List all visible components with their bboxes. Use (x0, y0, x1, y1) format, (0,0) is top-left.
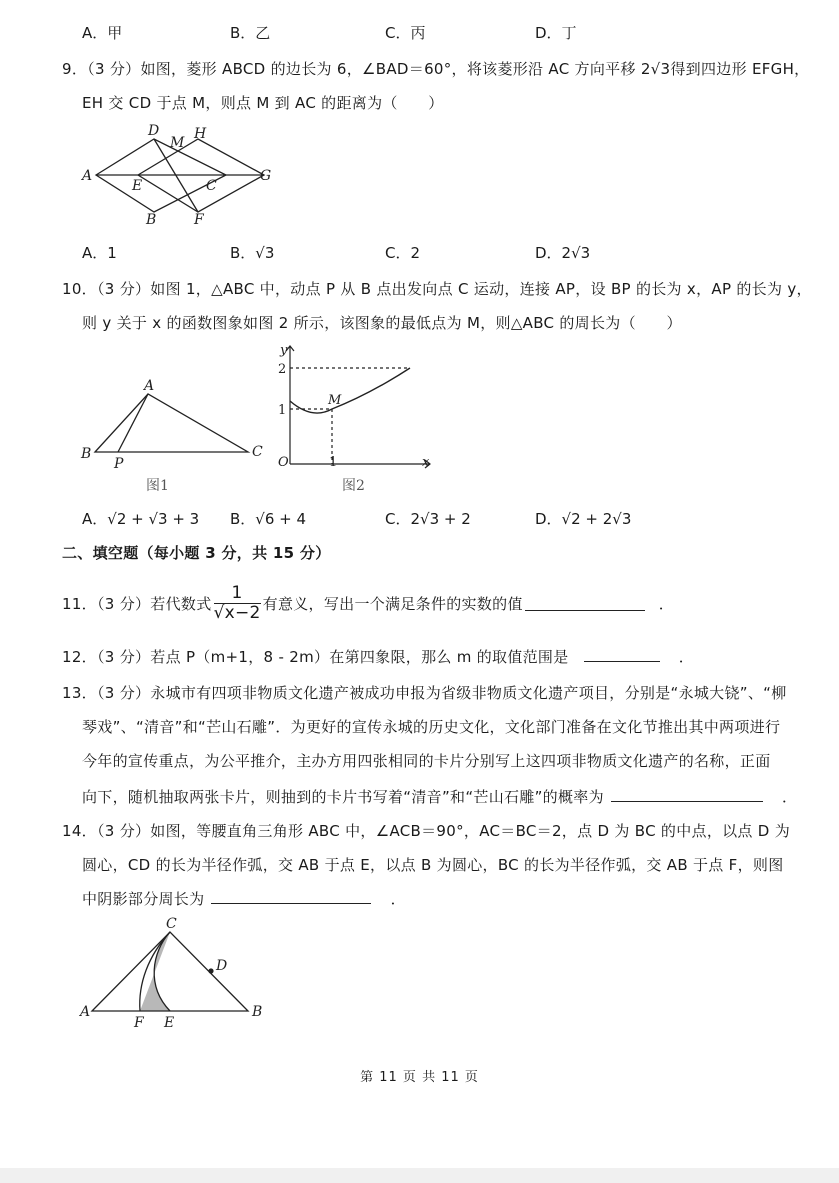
q9-label-e: E (132, 178, 143, 194)
q14-answer-blank[interactable] (211, 889, 371, 904)
q12-text: 12．（3 分）若点 P（m+1，8 - 2m）在第四象限，那么 m 的取值范围是 (62, 648, 569, 666)
q11-frac-numerator: 1 (214, 584, 261, 604)
q9-label-f: F (194, 212, 204, 228)
q14-shaded-region (140, 932, 170, 1011)
q13-stem-line3: 今年的宣传重点，为公平推介，主办方用四张相同的卡片分别写上这四项非物质文化遗产的名称，正面 (82, 752, 771, 770)
q11-prefix: 11．（3 分）若代数式 (62, 594, 212, 613)
q9-option-b: B．√3 (230, 244, 275, 262)
q11-stem (62, 578, 674, 628)
q10-option-b: B．√6 + 4 (230, 510, 307, 528)
q10-triangle-abc (95, 394, 248, 452)
q13-stem-line4: 向下，随机抽取两张卡片，则抽到的卡片书写着“清音”和“芒山石雕”的概率为 (82, 788, 604, 806)
q11-fraction (214, 584, 261, 622)
q9-label-c: C (206, 178, 217, 194)
q12-answer-blank[interactable] (584, 647, 660, 662)
q9-option-c: C．2 (385, 244, 421, 262)
q10-fig1-label-p: P (114, 456, 124, 472)
page-footer: 第 11 页 共 11 页 (360, 1070, 479, 1085)
q10-fig1-label-b: B (81, 446, 92, 462)
q9-option-d: D．2√3 (535, 244, 591, 262)
q10-fig2-tick-1x: 1 (329, 455, 338, 470)
q10-fig2-caption: 图2 (342, 478, 365, 494)
bottom-bar (0, 1168, 839, 1183)
q10-fig1-caption: 图1 (146, 478, 169, 494)
q10-segment-ap (118, 394, 148, 452)
q13-stem-line4-wrap (82, 786, 797, 807)
q9-label-b: B (146, 212, 157, 228)
q14-label-e: E (164, 1015, 175, 1031)
q9-label-m: M (170, 135, 185, 151)
q9-stem-line2: EH 交 CD 于点 M，则点 M 到 AC 的距离为（ ） (82, 94, 444, 112)
q10-stem-line2: 则 y 关于 x 的函数图象如图 2 所示，该图象的最低点为 M，则△ABC 的周长为（ ） (82, 314, 682, 332)
q10-fig2-label-x: x (422, 455, 430, 470)
q11-suffix: 有意义，写出一个满足条件的实数的值 (262, 594, 523, 613)
q8-option-c: C．丙 (385, 24, 426, 42)
q9-label-g: G (260, 168, 272, 184)
q14-stem-line2: 圆心，CD 的长为半径作弧，交 AB 于点 E，以点 B 为圆心，BC 的长为半径作弧，交 AB 于点 F，则图 (82, 856, 784, 874)
q9-label-d: D (148, 123, 160, 139)
q9-option-a: A．1 (82, 244, 117, 262)
q13-end: ． (782, 788, 798, 806)
q8-option-a: A．甲 (82, 24, 123, 42)
q11-end: ． (658, 594, 675, 613)
q14-stem-line3: 中阴影部分周长为 (82, 890, 205, 908)
q10-fig2-label-m: M (328, 393, 342, 408)
q14-triangle-figure (78, 914, 278, 1034)
q10-stem-line1: 10．（3 分）如图 1，△ABC 中，动点 P 从 B 点出发向点 C 运动，连接 AP，设 BP 的长为 x，AP 的长为 y， (62, 280, 812, 298)
q14-label-a: A (80, 1004, 91, 1020)
q8-option-b: B．乙 (230, 24, 271, 42)
q10-option-c: C．2√3 + 2 (385, 510, 471, 528)
q13-stem-line1: 13．（3 分）永城市有四项非物质文化遗产被成功申报为省级非物质文化遗产项目，分别是“永城大铙”、“柳 (62, 684, 787, 702)
q10-fig2-tick-1y: 1 (278, 403, 287, 418)
q11-frac-denominator: √x−2 (213, 602, 261, 623)
q14-label-f: F (134, 1015, 144, 1031)
q10-figure2-graph (270, 338, 440, 500)
q9-rhombus-figure (80, 120, 280, 232)
section2-heading: 二、填空题（每小题 3 分，共 15 分） (62, 544, 331, 562)
q14-stem-line1: 14．（3 分）如图，等腰直角三角形 ABC 中，∠ACB＝90°，AC＝BC＝2，点 D 为 BC 的中点，以点 D 为 (62, 822, 791, 840)
q14-label-b: B (252, 1004, 263, 1020)
q10-fig2-label-o: O (278, 455, 289, 470)
q10-fig1-label-a: A (144, 378, 155, 394)
q9-label-a: A (82, 168, 93, 184)
q10-curve (290, 368, 410, 413)
q10-fig2-label-y: y (280, 343, 288, 358)
q13-answer-blank[interactable] (611, 787, 763, 802)
q12-end: ． (678, 648, 695, 666)
q14-label-d: D (216, 958, 228, 974)
q14-stem-line3-wrap (82, 888, 406, 909)
q14-point-d (208, 968, 213, 973)
q14-label-c: C (166, 916, 177, 932)
q8-option-d: D．丁 (535, 24, 577, 42)
q10-fig1-label-c: C (252, 444, 263, 460)
q10-fig2-tick-2: 2 (278, 362, 287, 377)
q14-end: ． (390, 890, 406, 908)
q10-option-a: A．√2 + √3 + 3 (82, 510, 200, 528)
q11-answer-blank[interactable] (525, 596, 645, 611)
q13-stem-line2: 琴戏”、“清音”和“芒山石雕”．为更好的宣传永城的历史文化，文化部门准备在文化节推出其中两项进行 (82, 718, 781, 736)
q10-option-d: D．√2 + 2√3 (535, 510, 632, 528)
q12-stem (62, 646, 694, 667)
q10-figure1 (78, 376, 268, 500)
q9-label-h: H (194, 126, 207, 142)
q9-stem-line1: 9．（3 分）如图，菱形 ABCD 的边长为 6，∠BAD＝60°，将该菱形沿 AC 方向平移 2√3得到四边形 EFGH， (62, 60, 810, 78)
